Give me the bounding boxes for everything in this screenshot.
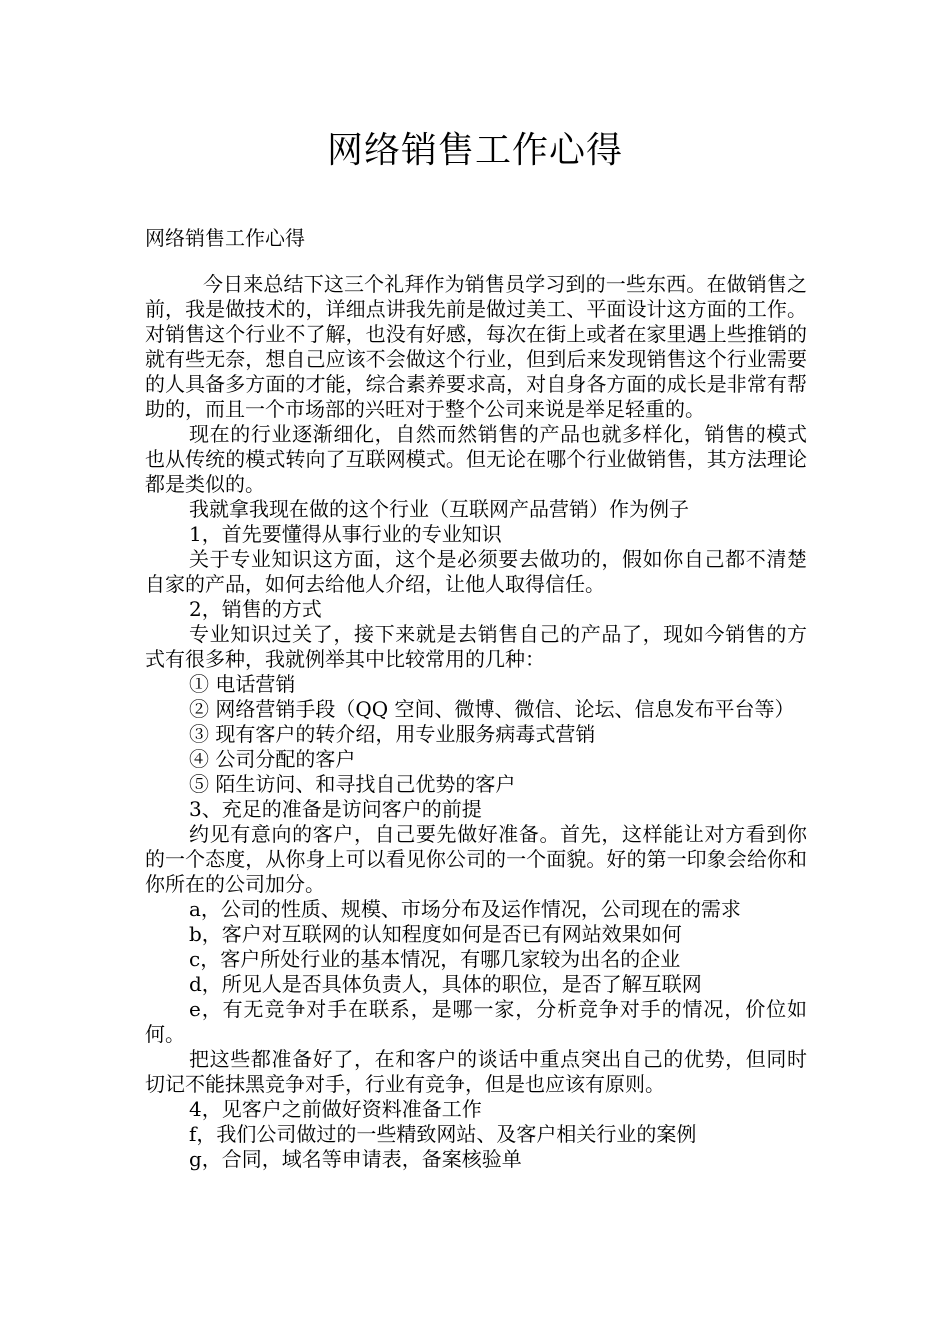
paragraph: 关于专业知识这方面，这个是必须要去做功的，假如你自己都不清楚自家的产品，如何去给他人介绍，让他人取得信任。	[145, 547, 807, 596]
list-item: ② 网络营销手段（QQ 空间、微博、微信、论坛、信息发布平台等）	[189, 697, 795, 721]
list-item: e，有无竞争对手在联系，是哪一家，分析竞争对手的情况，价位如何。	[145, 997, 807, 1046]
paragraph: 把这些都准备好了，在和客户的谈话中重点突出自己的优势，但同时切记不能抹黑竞争对手，行业有竞争，但是也应该有原则。	[145, 1047, 807, 1096]
section-heading: 3、充足的准备是访问客户的前提	[189, 797, 482, 821]
list-item: d，所见人是否具体负责人，具体的职位，是否了解互联网	[189, 972, 702, 996]
paragraph: 专业知识过关了，接下来就是去销售自己的产品了，现如今销售的方式有很多种，我就例举其中比较常用的几种：	[145, 622, 807, 671]
list-item: b，客户对互联网的认知程度如何是否已有网站效果如何	[189, 922, 682, 946]
list-item: c，客户所处行业的基本情况，有哪几家较为出名的企业	[189, 947, 681, 971]
list-item: a，公司的性质、规模、市场分布及运作情况，公司现在的需求	[189, 897, 741, 921]
section-heading: 2，销售的方式	[189, 597, 322, 621]
list-item: ① 电话营销	[189, 672, 296, 696]
document-subtitle: 网络销售工作心得	[145, 226, 305, 250]
paragraph-intro: 今日来总结下这三个礼拜作为销售员学习到的一些东西。在做销售之前，我是做技术的，详细点讲我先前是做过美工、平面设计这方面的工作。对销售这个行业不了解，也没有好感，每次在街上或者在家里遇上些推销的就有些无奈，想自己应该不会做这个行业，但到后来发现销售这个行业需要的人具备多方面的才能，综合素养要求高，对自身各方面的成长是非常有帮助的，而且一个市场部的兴旺对于整个公司来说是举足轻重的。	[145, 272, 807, 421]
document-title: 网络销售工作心得	[326, 130, 623, 171]
paragraph: 约见有意向的客户，自己要先做好准备。首先，这样能让对方看到你的一个态度，从你身上可以看见你公司的一个面貌。好的第一印象会给你和你所在的公司加分。	[145, 822, 807, 896]
list-item: ③ 现有客户的转介绍，用专业服务病毒式营销	[189, 722, 596, 746]
list-item: g，合同，域名等申请表，备案核验单	[189, 1147, 522, 1171]
list-item: ④ 公司分配的客户	[189, 747, 356, 771]
paragraph: 我就拿我现在做的这个行业（互联网产品营销）作为例子	[189, 497, 689, 521]
section-heading: 4，见客户之前做好资料准备工作	[189, 1097, 482, 1121]
section-heading: 1，首先要懂得从事行业的专业知识	[189, 522, 502, 546]
list-item: f，我们公司做过的一些精致网站、及客户相关行业的案例	[189, 1122, 697, 1146]
paragraph: 现在的行业逐渐细化，自然而然销售的产品也就多样化，销售的模式也从传统的模式转向了互联网模式。但无论在哪个行业做销售，其方法理论都是类似的。	[145, 422, 807, 496]
document-body	[145, 272, 807, 1172]
list-item: ⑤ 陌生访问、和寻找自己优势的客户	[189, 772, 516, 796]
